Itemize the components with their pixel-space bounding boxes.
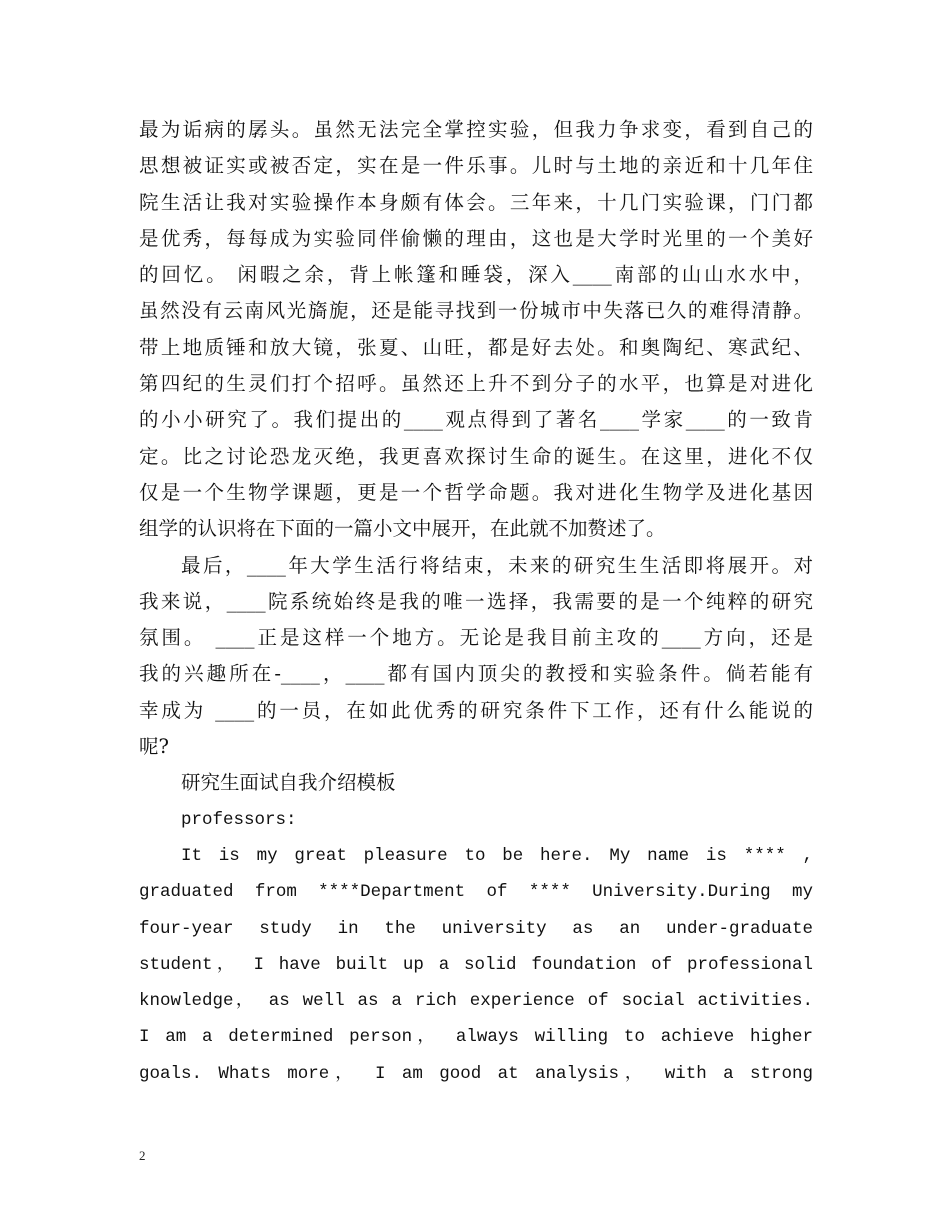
english-paragraph-line: four-year study in the university as an under-graduate bbox=[139, 918, 813, 939]
paragraph-line: 思想被证实或被否定，实在是一件乐事。儿时与土地的亲近和十几年住 bbox=[139, 154, 813, 178]
page-number: 2 bbox=[139, 1148, 146, 1163]
paragraph-line: 带上地质锤和放大镜，张夏、山旺，都是好去处。和奥陶纪、寒武纪、 bbox=[139, 335, 813, 359]
paragraph-line: 定。比之讨论恐龙灭绝，我更喜欢探讨生命的诞生。在这里，进化不仅 bbox=[139, 444, 813, 468]
paragraph-line: 的小小研究了。我们提出的____观点得到了著名____学家____的一致肯 bbox=[139, 408, 813, 432]
english-paragraph-line: goals. Whats more， I am good at analysis， with a strong bbox=[139, 1063, 813, 1084]
english-paragraph-line: graduated from ****Department of **** University.During my bbox=[139, 882, 813, 903]
english-paragraph-line: I am a determined person， always willing to achieve higher bbox=[139, 1027, 813, 1048]
english-paragraph-line: student， I have built up a solid foundation of professional bbox=[139, 954, 813, 975]
paragraph-line: 我的兴趣所在-____，____都有国内顶尖的教授和实验条件。倘若能有 bbox=[139, 662, 813, 686]
paragraph-line: 呢? bbox=[139, 735, 169, 759]
english-paragraph-line: knowledge， as well as a rich experience of social activities. bbox=[139, 991, 813, 1012]
paragraph-line: 组学的认识将在下面的一篇小文中展开，在此就不加赘述了。 bbox=[139, 517, 666, 541]
document-body bbox=[139, 112, 813, 1092]
english-paragraph-line: It is my great pleasure to be here. My name is **** , bbox=[181, 845, 813, 866]
paragraph-line: 虽然没有云南风光旖旎，还是能寻找到一份城市中失落已久的难得清静。 bbox=[139, 299, 813, 323]
paragraph-line: 仅是一个生物学课题，更是一个哲学命题。我对进化生物学及进化基因 bbox=[139, 480, 813, 504]
paragraph-line: 幸成为 ____的一员，在如此优秀的研究条件下工作，还有什么能说的 bbox=[139, 698, 813, 722]
paragraph-line: 最后，____年大学生活行将结束，未来的研究生生活即将展开。对 bbox=[181, 553, 813, 577]
paragraph-line: 我来说，____院系统始终是我的唯一选择，我需要的是一个纯粹的研究 bbox=[139, 589, 813, 613]
paragraph-line: 第四纪的生灵们打个招呼。虽然还上升不到分子的水平，也算是对进化 bbox=[139, 372, 813, 396]
paragraph-line: 的回忆。 闲暇之余，背上帐篷和睡袋，深入____南部的山山水水中， bbox=[139, 263, 813, 287]
salutation-line: professors: bbox=[181, 809, 297, 830]
paragraph-line: 氛围。 ____正是这样一个地方。无论是我目前主攻的____方向，还是 bbox=[139, 626, 813, 650]
paragraph-line: 是优秀，每每成为实验同伴偷懒的理由，这也是大学时光里的一个美好 bbox=[139, 226, 813, 250]
section-heading: 研究生面试自我介绍模板 bbox=[181, 771, 396, 795]
paragraph-line: 最为诟病的孱头。虽然无法完全掌控实验，但我力争求变，看到自己的 bbox=[139, 118, 813, 141]
paragraph-line: 院生活让我对实验操作本身颇有体会。三年来，十几门实验课，门门都 bbox=[139, 190, 813, 214]
